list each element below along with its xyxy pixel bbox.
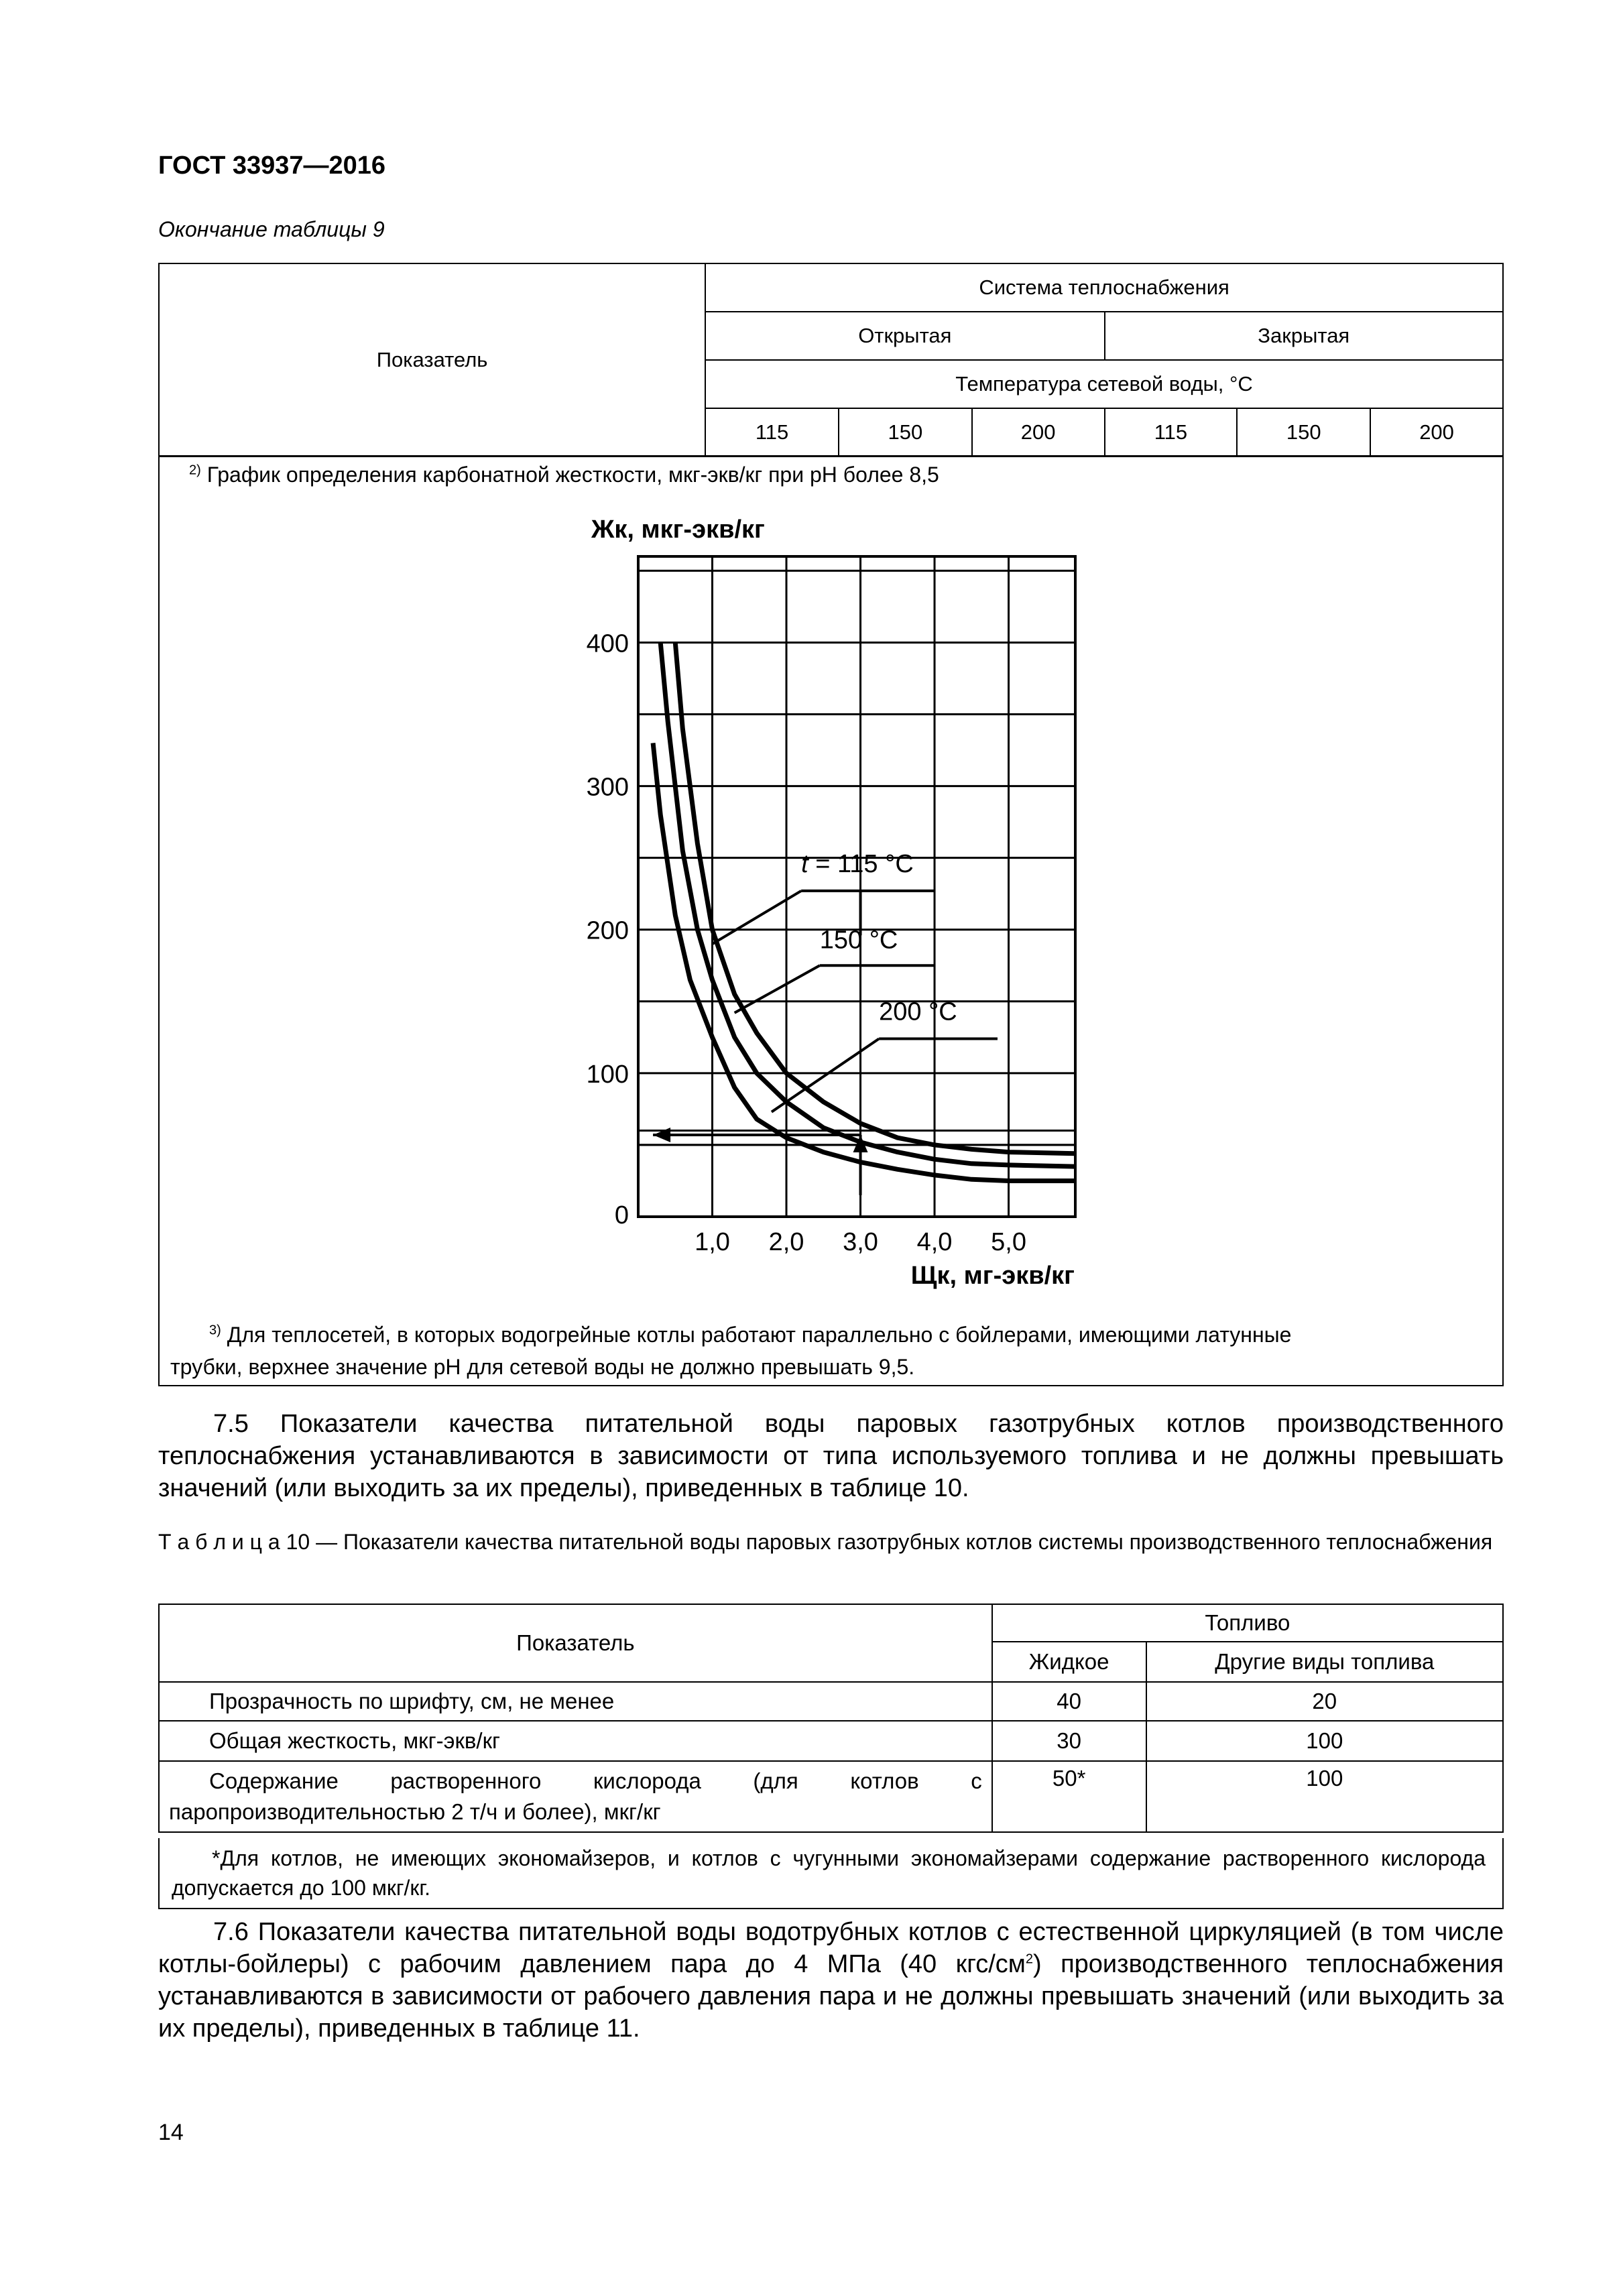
table9-temp-cell: 150 (1237, 408, 1370, 457)
chart-x-tick-label: 3,0 (843, 1228, 878, 1256)
table10-row-name: Общая жесткость, мкг-экв/кг (159, 1721, 992, 1761)
chart-x-tick-label: 1,0 (695, 1228, 730, 1256)
chart-y-tick-label: 0 (614, 1201, 629, 1229)
table10-row-other: 100 (1146, 1761, 1503, 1832)
para76-text-before: 7.6 Показатели качества питательной воды водотрубных котлов с естественной циркуляцией (в том числе котлы-бойлеры) с рабочим давлением пара до 4 МПа (40 кгс/см (158, 1918, 1504, 1978)
para76-sup: 2 (1025, 1951, 1034, 1967)
table-10 (158, 1604, 1504, 1833)
footnote-2-mark: 2) (189, 463, 201, 478)
chart-y-tick-label: 300 (586, 773, 629, 802)
table10-caption-label: Т а б л и ц а 10 (158, 1530, 310, 1554)
table9-temp-cell: 200 (972, 408, 1105, 457)
table10-row-liquid: 50* (992, 1761, 1146, 1832)
table10-footnote: *Для котлов, не имеющих экономайзеров, и котлов с чугунными экономайзерами содержание растворенного кислорода допускается до 100 мкг/кг. (172, 1846, 1486, 1900)
footnote-3-continuation: трубки, верхнее значение рН для сетевой воды не должно превышать 9,5. (170, 1355, 915, 1379)
table10-row-name: Содержание растворенного кислорода (для котлов с паропроизводительностью 2 т/ч и более), мкг/кг (159, 1761, 992, 1832)
table10-row-other: 100 (1146, 1721, 1503, 1761)
table9-closed-header: Закрытая (1105, 312, 1503, 360)
table10-row-liquid: 30 (992, 1721, 1146, 1761)
chart-series-line (653, 743, 1075, 1181)
chart-x-tick-label: 5,0 (991, 1228, 1026, 1256)
chart-arrows (653, 1128, 867, 1195)
footnote-2 (189, 463, 939, 487)
chart-series-label (820, 926, 898, 955)
table10-row-name: Прозрачность по шрифту, см, не менее (159, 1682, 992, 1721)
paragraph-7-5: 7.5 Показатели качества питательной воды паровых газотрубных котлов производственного теплоснабжения устанавливаются в зависимости от типа используемого топлива и не должны превышать значений (или выходить за их пределы), приведенных в таблице 10. (158, 1410, 1504, 1502)
chart-x-ticks (695, 1228, 1026, 1256)
table-9 (158, 263, 1504, 457)
table-continuation-caption: Окончание таблицы 9 (158, 217, 385, 241)
table10-other-header: Другие виды топлива (1146, 1642, 1503, 1682)
chart-series-label (879, 998, 957, 1026)
para76-text-after: ) производственного теплоснабжения устанавливаются в зависимости от рабочего давления пара и не должны превышать значений (или выходить за их пределы), приведенных в таблице 11. (158, 1950, 1504, 2043)
chart-series-label-text: = 115 °С (808, 850, 914, 879)
standard-title: ГОСТ 33937—2016 (158, 152, 386, 180)
table9-temp-header: Температура сетевой воды, °С (705, 360, 1503, 408)
table10-fuel-header: Топливо (992, 1604, 1503, 1642)
chart-series-label (801, 850, 914, 878)
table10-caption-text: — Показатели качества питательной воды паровых газотрубных котлов системы производственного теплоснабжения (310, 1530, 1493, 1554)
chart-y-tick-label: 100 (586, 1060, 629, 1089)
table10-row-other: 20 (1146, 1682, 1503, 1721)
chart-x-tick-label: 4,0 (916, 1228, 953, 1256)
table9-temp-cell: 150 (839, 408, 972, 457)
table10-row-liquid: 40 (992, 1682, 1146, 1721)
chart-y-tick-label: 200 (586, 916, 629, 945)
table10-liquid-header: Жидкое (992, 1642, 1146, 1682)
chart-series-line (660, 643, 1075, 1167)
table9-open-header: Открытая (705, 312, 1104, 360)
table9-temp-cell: 115 (1105, 408, 1238, 457)
table9-system-header: Система теплоснабжения (705, 263, 1503, 312)
footnote-3-mark: 3) (209, 1323, 221, 1338)
carbonate-hardness-chart (536, 503, 1140, 1294)
chart-label-leader (713, 891, 802, 944)
chart-x-axis-label: Щк, мг-экв/кг (910, 1262, 1075, 1290)
table9-indicator-header: Показатель (159, 263, 705, 457)
chart-series-line (675, 643, 1075, 1154)
chart-series-label-prefix: t (801, 850, 808, 879)
table10-caption (158, 1527, 1504, 1557)
chart-label-leader (735, 965, 820, 1013)
chart-y-ticks (587, 629, 629, 1229)
chart-series-label-text: 200 °С (879, 998, 957, 1026)
footnote-2-text: График определения карбонатной жесткости, мкг-экв/кг при рН более 8,5 (200, 463, 939, 487)
chart-series-label-text: 150 °С (819, 926, 898, 955)
table9-temp-cell: 115 (705, 408, 839, 457)
table10-indicator-header: Показатель (159, 1604, 992, 1682)
chart-x-tick-label: 2,0 (768, 1228, 804, 1256)
footnote-3-line1: Для теплосетей, в которых водогрейные котлы работают параллельно с бойлерами, имеющими латунные (221, 1323, 1292, 1347)
page-number: 14 (158, 2120, 184, 2145)
chart-curves (653, 643, 1075, 1181)
chart-y-axis-label: Жк, мкг-экв/кг (591, 516, 765, 544)
table9-temp-cell: 200 (1370, 408, 1503, 457)
chart-y-tick-label: 400 (586, 629, 629, 658)
footnote-3 (209, 1323, 1291, 1347)
paragraph-7-6 (158, 1916, 1504, 2045)
